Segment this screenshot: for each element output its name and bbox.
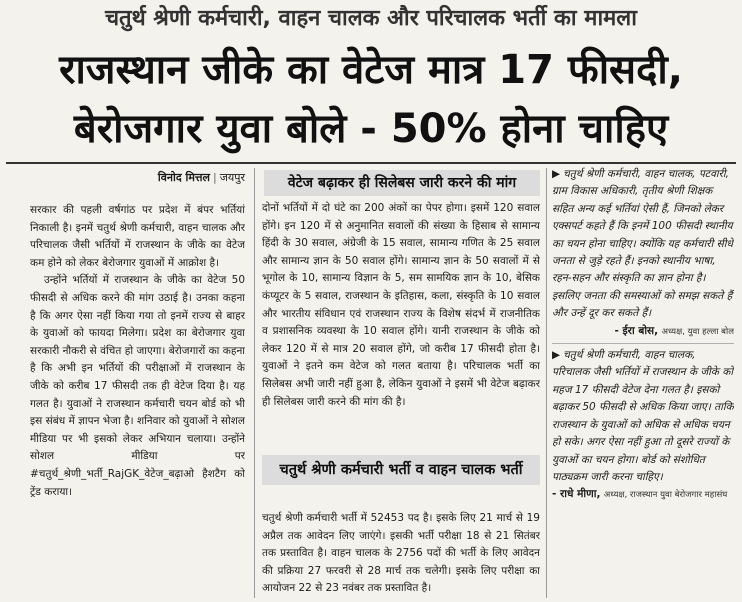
- quotes-sidebar: [552, 166, 734, 602]
- quote-divider: [552, 343, 734, 344]
- article-column-2: [262, 200, 540, 448]
- quote-1-name: - ईरा बोस,: [614, 324, 659, 337]
- headline-line-2: बेरोजगार युवा बोले - 50% होना चाहिए: [73, 106, 669, 152]
- quote-2-text: चतुर्थ श्रेणी कर्मचारी, वाहन चालक, परिचालक जैसी भर्तियों में राजस्थान के जीके को महज 17 फीसदी वेटेज देना गलत है। इसको बढ़ाकर 50 फीसदी से अधिक किया जाए। ताकि राजस्थान के युवाओं को अधिक से अधिक चयन हो सके। अगर ऐसा नहीं हुआ तो दूसरे राज्यों के युवाओं का चयन होगा। बोर्ड को संशोधित पाठ्यक्रम जारी करना चाहिए।: [552, 349, 734, 483]
- article-column-1: [30, 202, 245, 600]
- quote-marker-icon: ▶: [552, 168, 561, 180]
- quote-2: [552, 347, 734, 486]
- column3-paragraph: चतुर्थ श्रेणी कर्मचारी भर्ती में 52453 पद है। इसके लिए 21 मार्च से 19 अप्रैल तक आवेदन लिए जाएंगे। इसकी भर्ती परीक्षा 18 से 21 सितंबर तक प्रस्तावित है। वाहन चालक के 2756 पदों की भर्ती के लिए आवेदन की प्रक्रिया 27 फरवरी से 28 मार्च तक चलेगी। इसके लिए परीक्षा का आयोजन 22 से 23 नवंबर तक प्रस्तावित है।: [262, 512, 540, 595]
- column1-paragraph-2: उन्होंने भर्तियों में राजस्थान के जीके का वेटेज 50 फीसदी से अधिक करने की मांग उठाई है। उनका कहना है कि अगर ऐसा नहीं किया गया तो इनमें राज्य से बाहर के युवाओं को फायदा मिलेगा। प्रदेश का बेरोजगार युवा सरकारी नौकरी से वंचित हो जाएगा। बेरोजगारों का कहना है कि अभी इन भर्तियों की परीक्षाओं में राजस्थान के जीके को करीब 17 फीसदी तक ही वेटेज दिया है। यह गलत है। युवाओं ने राजस्थान कर्मचारी चयन बोर्ड को भी इस संबंध में ज्ञापन भेजा है। शनिवार को युवाओं ने सोशल मीडिया पर भी इसको लेकर अभियान चलाया। उन्होंने सोशल मीडिया पर #चतुर्थ_श्रेणी_भर्ती_RajGK_वेटेज_बढ़ाओ हैशटैग को ट्रेंड कराया।: [30, 274, 245, 498]
- column-divider-1: [254, 168, 255, 598]
- byline-author: विनोद मित्तल: [157, 171, 210, 184]
- column2-paragraph: दोनों भर्तियों में दो घंटे का 200 अंकों का पेपर होगा। इसमें 120 सवाल होंगे। इन 120 में से अनुमानित सवालों की संख्या के हिसाब से सामान्य हिंदी के 30 सवाल, अंग्रेजी के 15 सवाल, सामान्य गणित के 25 सवाल और सामान्य ज्ञान के 50 सवाल होंगे। सामान्य ज्ञान के 50 सवालों में से भूगोल के 10, सामान्य विज्ञान के 5, सम सामयिक ज्ञान के 10, बेसिक कंप्यूटर के 5 सवाल, राजस्थान के इतिहास, कला, संस्कृति के 10 सवाल और भारतीय संविधान एवं राजस्थान राज्य के विशेष संदर्भ में राजनीतिक व प्रशासनिक व्यवस्था के 10 सवाल होंगे। यानी राजस्थान के जीके को लेकर 120 में से मात्र 20 सवाल होंगे, जो करीब 17 फीसदी होता है। युवाओं ने इतने कम वेटेज को गलत बताया है। परिचालक भर्ती का सिलेबस अभी जारी नहीं हुआ है, लेकिन युवाओं ने इसमें भी वेटेज बढ़ाकर ही सिलेबस जारी करने की मांग की है।: [262, 202, 540, 408]
- article-column-3: [262, 510, 540, 600]
- byline-separator: |: [212, 171, 217, 184]
- quote-marker-icon: ▶: [552, 349, 561, 362]
- byline: [40, 170, 245, 192]
- article-kicker: चतुर्थ श्रेणी कर्मचारी, वाहन चालक और परिचालक भर्ती का मामला: [105, 6, 637, 31]
- column-divider-2: [546, 168, 547, 598]
- quote-2-role: अध्यक्ष, राजस्थान युवा बेरोजगार महासंघ: [603, 490, 728, 501]
- subhead-recruitment-details: चतुर्थ श्रेणी कर्मचारी भर्ती व वाहन चालक भर्ती: [262, 455, 540, 485]
- byline-location: जयपुर: [219, 171, 245, 184]
- quote-2-attribution: [552, 486, 734, 504]
- quote-1-attribution: [552, 323, 734, 341]
- quote-1-text: चतुर्थ श्रेणी कर्मचारी, वाहन चालक, पटवारी, ग्राम विकास अधिकारी, तृतीय श्रेणी शिक्षक सहित अन्य कई भर्तियां ऐसी हैं, जिनको लेकर एक्सपर्ट कहते हैं कि इनमें 100 फीसदी स्थानीय का चयन होना चाहिए। क्योंकि यह कर्मचारी सीधे जनता से जुड़े रहते हैं। इनको स्थानीय भाषा, रहन-सहन और संस्कृति का ज्ञान होना है। इसलिए जनता की समस्याओं को समझ सकते हैं और उन्हें दूर कर सकते हैं।: [552, 168, 733, 320]
- quote-2-name: - राधे मीणा,: [552, 488, 601, 501]
- quote-1-role: अध्यक्ष, युवा हल्ला बोल: [661, 326, 734, 337]
- quote-1: [552, 166, 734, 323]
- subhead-syllabus-demand: वेटेज बढ़ाकर ही सिलेबस जारी करने की मांग: [264, 170, 540, 196]
- headline-divider: [6, 162, 736, 164]
- column1-paragraph-1: सरकार की पहली वर्षगांठ पर प्रदेश में बंपर भर्तियां निकाली है। इनमें चतुर्थ श्रेणी कर्मचारी, वाहन चालक और परिचालक जैसी भर्तियों में राजस्थान के जीके का वेटेज कम होने को लेकर बेरोजगार युवाओं में आक्रोश है।: [30, 204, 245, 269]
- headline-line-1: राजस्थान जीके का वेटेज मात्र 17 फीसदी,: [59, 47, 683, 93]
